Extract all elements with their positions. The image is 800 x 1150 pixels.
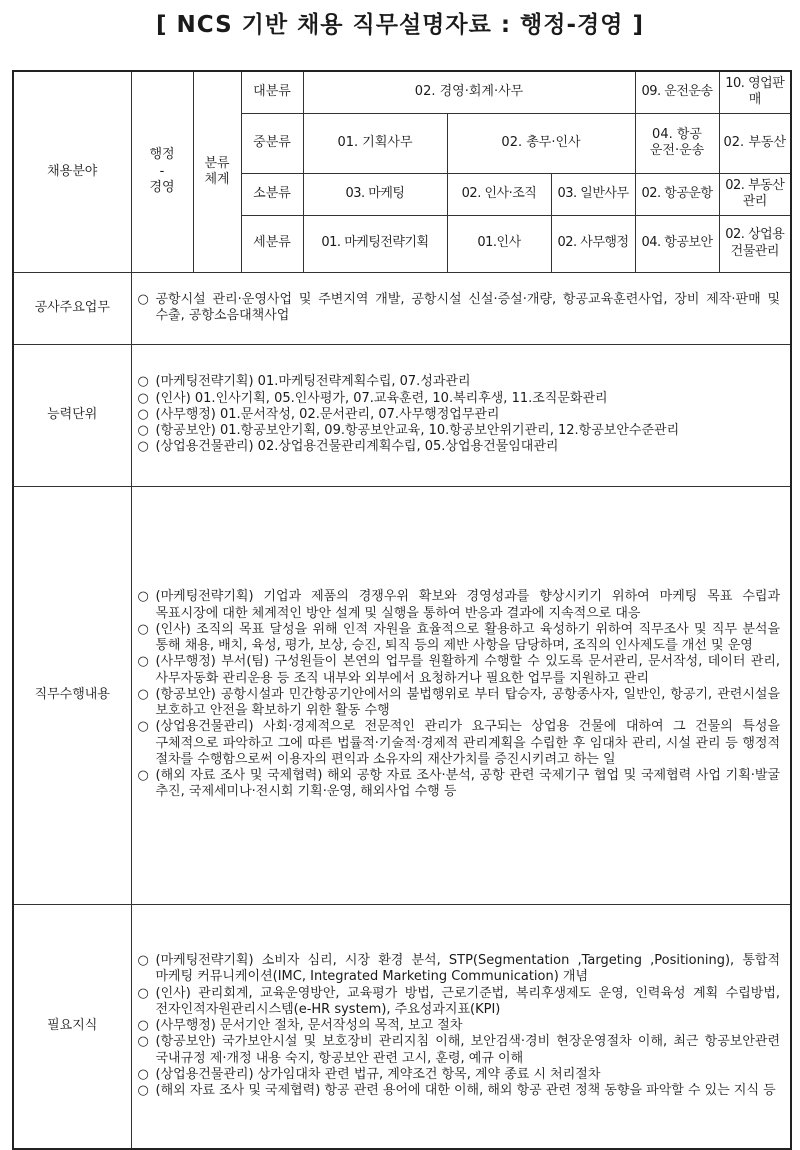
bullet-icon: ○ bbox=[137, 985, 149, 1001]
minor-cell-4: 02. 항공운항 bbox=[635, 173, 719, 215]
list-item-text: (항공보안) 01.항공보안기획, 09.항공보안교육, 10.항공보안위기관리, 12.항공보안수준관리 bbox=[155, 423, 680, 439]
detail-cell-2: 01.인사 bbox=[447, 215, 551, 272]
bullet-icon: ○ bbox=[137, 1083, 149, 1099]
list-item bbox=[138, 986, 781, 1019]
section-content bbox=[131, 272, 791, 344]
section-ability-units bbox=[13, 344, 791, 486]
system-label: 분류 체계 bbox=[193, 71, 241, 272]
list-item-text: (상업용건물관리) 상가임대차 관련 법규, 계약조건 항목, 계약 종료 시 처리절차 bbox=[155, 1066, 601, 1082]
section-content bbox=[131, 904, 791, 1149]
section-required-knowledge bbox=[13, 904, 791, 1149]
list-item-text: (마케팅전략기획) 기업과 제품의 경쟁우위 확보와 경영성과를 향상시키기 위하여 마케팅 목표 수립과 목표시장에 대한 체계적인 방안 설계 및 실행을 통하여 반응과 결과에 지속적으로 대응 bbox=[155, 589, 781, 621]
detail-cell-5: 02. 상업용 건물관리 bbox=[719, 215, 791, 272]
list-item-text: (마케팅전략기획) 01.마케팅전략계획수립, 07.성과관리 bbox=[155, 374, 471, 390]
detail-cell-3: 02. 사무행정 bbox=[551, 215, 635, 272]
bullet-icon: ○ bbox=[137, 439, 149, 455]
major-cell-2: 09. 운전운송 bbox=[635, 71, 719, 113]
bullet-icon: ○ bbox=[137, 621, 149, 637]
list-item bbox=[138, 374, 781, 390]
section-content bbox=[131, 486, 791, 904]
bullet-icon: ○ bbox=[137, 654, 149, 670]
section-job-duties bbox=[13, 486, 791, 904]
list-item bbox=[138, 654, 781, 687]
list-item-text: 공항시설 관리·운영사업 및 주변지역 개발, 공항시설 신설·증설·개량, 항공교육훈련사업, 장비 제작·판매 및 수출, 공항소음대책사업 bbox=[155, 291, 781, 323]
list-item bbox=[138, 1067, 781, 1083]
middle-cell-2: 02. 총무·인사 bbox=[447, 113, 635, 173]
bullet-icon: ○ bbox=[137, 1018, 149, 1034]
bullet-icon: ○ bbox=[137, 1034, 149, 1050]
minor-cell-5: 02. 부동산관리 bbox=[719, 173, 791, 215]
list-item-text: (항공보안) 공항시설과 민간항공기안에서의 불법행위로 부터 탑승자, 공항종사자, 일반인, 항공기, 관련시설을 보호하고 안전을 확보하기 위한 활동 수행 bbox=[155, 686, 781, 719]
major-cell-3: 10. 영업판매 bbox=[719, 71, 791, 113]
section-label: 공사주요업무 bbox=[13, 272, 131, 344]
bullet-icon: ○ bbox=[137, 686, 149, 702]
bullet-icon: ○ bbox=[137, 406, 149, 422]
list-item bbox=[138, 589, 781, 622]
bullet-icon: ○ bbox=[137, 291, 149, 307]
major-cell-1: 02. 경영·회계·사무 bbox=[303, 71, 635, 113]
field-value: 행정 - 경영 bbox=[131, 71, 193, 272]
section-label: 능력단위 bbox=[13, 344, 131, 486]
list-item-text: (상업용건물관리) 02.상업용건물관리계획수립, 05.상업용건물임대관리 bbox=[155, 439, 559, 455]
list-item-text: (인사) 관리회계, 교육운영방안, 교육평가 방법, 근로기준법, 복리후생제도 운영, 인력육성 계획 수립방법, 전자인적자원관리시스템(e-HR system), 주요성과지표(KPI) bbox=[155, 985, 781, 1017]
list-item-text: (사무행정) 부서(팀) 구성원들이 본연의 업무를 원활하게 수행할 수 있도록 문서관리, 문서작성, 데이터 관리, 사무자동화 관리운용 등 조직 내부와 외부에서 요청하거나 필요한 업무를 지원하고 관리 bbox=[155, 654, 781, 686]
detail-cell-4: 04. 항공보안 bbox=[635, 215, 719, 272]
list-item bbox=[138, 622, 781, 655]
row-label-detail: 세분류 bbox=[241, 215, 303, 272]
bullet-icon: ○ bbox=[137, 953, 149, 969]
row-label-minor: 소분류 bbox=[241, 173, 303, 215]
list-item bbox=[138, 423, 781, 439]
bullet-icon: ○ bbox=[137, 374, 149, 390]
list-item-text: (해외 자료 조사 및 국제협력) 해외 공항 자료 조사·분석, 공항 관련 국제기구 협업 및 국제협력 사업 기획·발굴 추진, 국제세미나·전시회 기획·운영, 해외사업 수행 등 bbox=[155, 768, 781, 800]
list-item-text: (인사) 조직의 목표 달성을 위해 인적 자원을 효율적으로 활용하고 육성하기 위하여 직무조사 및 직무 분석을 통해 채용, 배치, 육성, 평가, 보상, 승진, 퇴직 등의 제반 사항을 담당하며, 조직의 인사제도를 개선 및 운영 bbox=[155, 621, 781, 654]
class-row-major bbox=[13, 71, 791, 113]
detail-cell-1: 01. 마케팅전략기획 bbox=[303, 215, 447, 272]
list-item bbox=[138, 953, 781, 986]
list-item-text: (사무행정) 01.문서작성, 02.문서관리, 07.사무행정업무관리 bbox=[155, 406, 500, 422]
middle-cell-3: 04. 항공 운전·운송 bbox=[635, 113, 719, 173]
minor-cell-2: 02. 인사·조직 bbox=[447, 173, 551, 215]
list-item bbox=[138, 1034, 781, 1067]
bullet-icon: ○ bbox=[137, 1066, 149, 1082]
section-label: 필요지식 bbox=[13, 904, 131, 1149]
list-item bbox=[138, 1018, 781, 1034]
list-item bbox=[138, 768, 781, 801]
bullet-icon: ○ bbox=[137, 768, 149, 784]
row-label-middle: 중분류 bbox=[241, 113, 303, 173]
section-label: 직무수행내용 bbox=[13, 486, 131, 904]
list-item-text: (항공보안) 국가보안시설 및 보호장비 관리지침 이해, 보안검색·경비 현장운영절차 이해, 최근 항공보안관련 국내규정 제·개정 내용 숙지, 항공보안 관련 고시, 훈령, 예규 이해 bbox=[155, 1034, 781, 1066]
section-main-work bbox=[13, 272, 791, 344]
list-item bbox=[138, 687, 781, 720]
list-item bbox=[138, 719, 781, 768]
list-item-text: (인사) 01.인사기획, 05.인사평가, 07.교육훈련, 10.복리후생, 11.조직문화관리 bbox=[155, 390, 608, 406]
section-content bbox=[131, 344, 791, 486]
minor-cell-1: 03. 마케팅 bbox=[303, 173, 447, 215]
bullet-icon: ○ bbox=[137, 390, 149, 406]
minor-cell-3: 03. 일반사무 bbox=[551, 173, 635, 215]
bullet-icon: ○ bbox=[137, 719, 149, 735]
field-label: 채용분야 bbox=[13, 71, 131, 272]
job-description-table bbox=[12, 70, 792, 1150]
list-item bbox=[138, 439, 781, 455]
list-item bbox=[138, 292, 781, 325]
bullet-icon: ○ bbox=[137, 423, 149, 439]
list-item-text: (상업용건물관리) 사회·경제적으로 전문적인 관리가 요구되는 상업용 건물에 대하여 그 건물의 특성을 구체적으로 파악하고 그에 따른 법률적·기술적·경제적 관리계획을 수립한 후 임대차 관리, 시설 관리 등 행정적 절차를 수행함으로써 이용자의 편익과 소유자의 재산가치를 증진시키려고 하는 일 bbox=[155, 719, 781, 767]
list-item bbox=[138, 407, 781, 423]
list-item-text: (해외 자료 조사 및 국제협력) 항공 관련 용어에 대한 이해, 해외 항공 관련 정책 동향을 파악할 수 있는 지식 등 bbox=[155, 1083, 776, 1099]
bullet-icon: ○ bbox=[137, 589, 149, 605]
list-item-text: (마케팅전략기획) 소비자 심리, 시장 환경 분석, STP(Segmentation ,Targeting ,Positioning), 통합적 마케팅 커뮤니케이션(IMC, Integrated Marketing Communication) 개념 bbox=[155, 953, 781, 985]
middle-cell-4: 02. 부동산 bbox=[719, 113, 791, 173]
list-item bbox=[138, 391, 781, 407]
row-label-major: 대분류 bbox=[241, 71, 303, 113]
list-item bbox=[138, 1083, 781, 1099]
middle-cell-1: 01. 기획사무 bbox=[303, 113, 447, 173]
document-title: [ NCS 기반 채용 직무설명자료 : 행정-경영 ] bbox=[156, 12, 644, 38]
list-item-text: (사무행정) 문서기안 절차, 문서작성의 목적, 보고 절차 bbox=[155, 1018, 463, 1034]
